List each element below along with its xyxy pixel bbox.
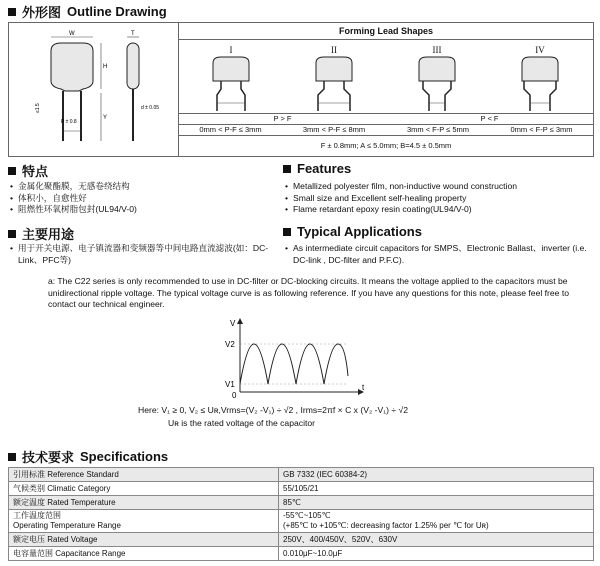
apps-cn-title-text: 主要用途 [22,227,75,242]
table-row [9,496,594,510]
list-item: • Small size and Excellent self-healing property [285,193,517,205]
outline-drawing-box [8,22,594,157]
bullet-square [8,230,16,238]
shape-2-drawing [316,57,352,111]
voltage-waveform-graph [220,316,370,400]
dim-t-label: T [131,31,135,37]
dim-lead-label: ≤1.5 [35,103,41,113]
spec-key: 气候类别 Climatic Category [9,482,279,496]
apps-cn-title [8,224,74,243]
shape-label-3: III [432,45,442,55]
range-3: 3mm < F-P ≤ 5mm [406,125,470,134]
features-cn-title [8,161,48,180]
spec-value: 85℃ [279,496,594,510]
forming-shapes-drawing [179,55,593,113]
formula-line-2: Uʀ is the rated voltage of the capacitor [168,418,316,428]
shape-label-1: I [229,45,233,55]
spec-value: GB 7332 (IEC 60384-2) [279,468,594,482]
shape-4-drawing [522,57,558,111]
capacitor-drawing [9,23,179,156]
bullet-square [283,165,291,173]
condition-left: P > F [273,114,292,123]
bullet-square [8,8,16,16]
features-cn-title-text: 特点 [22,164,49,179]
features-en-title-text: Features [297,161,352,176]
axis-label-v2: V2 [225,340,235,349]
spec-key: 引用标准 Reference Standard [9,468,279,482]
note-text: The C22 series is only recommended to use in DC-filter or DC-blocking circuits. It means the voltage applied to the capacitors must be unidirectional ripple voltage. The typical voltage curve is as following reference. If you have any questions for this note, please feel free to contact our technical engineer. [48,276,570,309]
apps-en-list [285,243,590,266]
tolerance-row [179,135,593,156]
condition-right: P < F [480,114,499,123]
outline-title-en: Outline Drawing [67,4,167,19]
bullet-square [8,167,16,175]
list-item: • Flame retardant epoxy resin coating(UL94/V-0) [285,204,517,216]
capacitor-dimension-drawing [9,23,179,156]
axis-label-v1: V1 [225,380,235,389]
outline-section-title [8,2,167,21]
features-en-list [285,181,517,216]
range-2: 3mm < P-F ≤ 8mm [302,125,366,134]
shape-label-2: II [331,45,337,55]
list-item: • 阻燃性环氧树脂包封(UL94/V-0) [10,204,137,216]
spec-key: 电容量范围 Capacitance Range [9,547,279,561]
spec-value: -55℃~105℃ (+85℃ to +105℃: decreasing factor 1.25% per ℃ for Uʀ) [279,510,594,533]
forming-title: Forming Lead Shapes [179,23,593,40]
spec-value: 0.010μF~10.0μF [279,547,594,561]
ripple-waveform [240,344,348,384]
tolerance-text: F ± 0.8mm; A ≤ 5.0mm; B=4.5 ± 0.5mm [320,141,452,150]
specs-title-cn: 技术要求 [22,450,75,465]
spec-key: 额定温度 Rated Temperature [9,496,279,510]
shape-label-4: IV [535,45,545,55]
specifications-table [8,467,594,561]
list-item: • 体积小，自愈性好 [10,193,137,205]
features-cn-list [10,181,137,216]
bullet-square [283,228,291,236]
apps-en-title-text: Typical Applications [297,224,422,239]
axis-label-zero: 0 [232,391,237,400]
spec-key: 额定电压 Rated Voltage [9,533,279,547]
apps-en-title [283,224,422,239]
specs-section-title [8,447,168,466]
shape-3-drawing [419,57,455,111]
note-label: a: [48,276,56,286]
range-4: 0mm < F-P ≤ 3mm [510,125,573,134]
dim-y-label: Y [103,115,108,121]
condition-row [179,113,593,124]
list-item: • 金属化聚酯膜，无感卷绕结构 [10,181,137,193]
bullet-square [8,453,16,461]
dim-p-label: P ± 0.8 [61,119,77,125]
dim-h-label: H [103,64,108,70]
outline-title-cn: 外形图 [22,5,62,20]
dim-d-label: d ± 0.05 [141,105,160,111]
specs-title-en: Specifications [80,449,169,464]
spec-value: 250V、400/450V、520V、630V [279,533,594,547]
axis-label-t: t [362,383,365,392]
voltage-axis-arrow [237,318,243,324]
axis-label-v: V [230,319,236,328]
spec-key: 工作温度范围 Operating Temperature Range [9,510,279,533]
table-row [9,547,594,561]
apps-cn-list [10,243,270,266]
formula-line-1: Here: V₁ ≥ 0, V₂ ≤ Uʀ,Vrms=(V₂ -V₁) ÷ √2 , Irms=2πf × C x (V₂ -V₁) ÷ √2 [138,405,409,415]
spec-value: 55/105/21 [279,482,594,496]
shape-1-drawing [213,57,249,111]
dim-w-label: W [69,31,75,37]
range-row [179,124,593,135]
range-1: 0mm < P-F ≤ 3mm [199,125,262,134]
table-row [9,533,594,547]
usage-note [48,276,588,311]
features-en-title [283,161,351,176]
forming-lead-shapes [179,23,593,156]
list-item: • 用于开关电源、电子镇流器和变频器等中间电路直流滤波(如：DC-Link、PFC等) [10,243,270,266]
list-item: • As intermediate circuit capacitors for SMPS、Electronic Ballast、inverter (i.e. DC-link , DC-filter and P.F.C). [285,243,590,266]
table-row [9,510,594,533]
table-row [9,468,594,482]
list-item: • Metallized polyester film, non-inductive wound construction [285,181,517,193]
table-row [9,482,594,496]
